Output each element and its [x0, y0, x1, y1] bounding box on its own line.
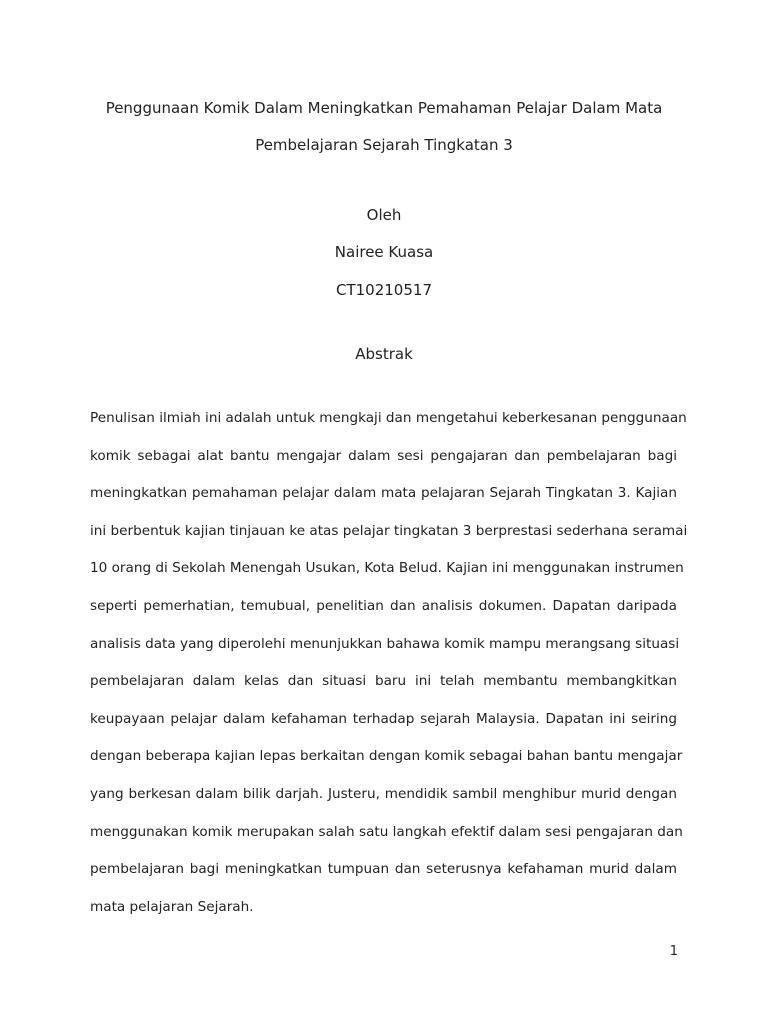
abstract-line: 10 orang di Sekolah Menengah Usukan, Kota Belud. Kajian ini menggunakan instrumen [90, 560, 684, 577]
abstract-line: dengan beberapa kajian lepas berkaitan dengan komik sebagai bahan bantu mengajar [90, 748, 683, 765]
abstract-line: meningkatkan pemahaman pelajar dalam mata pelajaran Sejarah Tingkatan 3. Kajian [90, 485, 677, 502]
title-line-2: Pembelajaran Sejarah Tingkatan 3 [255, 136, 513, 154]
title-line-1: Penggunaan Komik Dalam Meningkatkan Pemahaman Pelajar Dalam Mata [105, 99, 663, 117]
abstract-line: keupayaan pelajar dalam kefahaman terhadap sejarah Malaysia. Dapatan ini seiring [90, 710, 677, 727]
document-title [60, 90, 708, 164]
abstract-line: komik sebagai alat bantu mengajar dalam sesi pengajaran dan pembelajaran bagi [90, 447, 677, 464]
abstract-line: menggunakan komik merupakan salah satu langkah efektif dalam sesi pengajaran dan [90, 823, 683, 840]
abstract-line: seperti pemerhatian, temubual, penelitian dan analisis dokumen. Dapatan daripada [90, 597, 677, 614]
abstract-line: mata pelajaran Sejarah. [90, 898, 254, 915]
by-label: Oleh [366, 206, 402, 224]
abstract-heading: Abstrak [355, 345, 413, 363]
page-number: 1 [669, 944, 678, 959]
abstract-line: yang berkesan dalam bilik darjah. Justeru, mendidik sambil menghibur murid dengan [90, 785, 677, 802]
abstract-line: pembelajaran dalam kelas dan situasi baru ini telah membantu membangkitkan [90, 673, 677, 690]
abstract-paragraph [90, 400, 688, 926]
abstract-line: pembelajaran bagi meningkatkan tumpuan dan seterusnya kefahaman murid dalam [90, 861, 677, 878]
student-id: CT10210517 [336, 281, 432, 299]
abstract-line: analisis data yang diperolehi menunjukkan bahawa komik mampu merangsang situasi [90, 635, 680, 652]
author-name: Nairee Kuasa [334, 243, 434, 261]
abstract-line: Penulisan ilmiah ini adalah untuk mengkaji dan mengetahui keberkesanan penggunaan [90, 410, 687, 426]
abstract-line: ini berbentuk kajian tinjauan ke atas pelajar tingkatan 3 berprestasi sederhana seramai [90, 522, 688, 539]
